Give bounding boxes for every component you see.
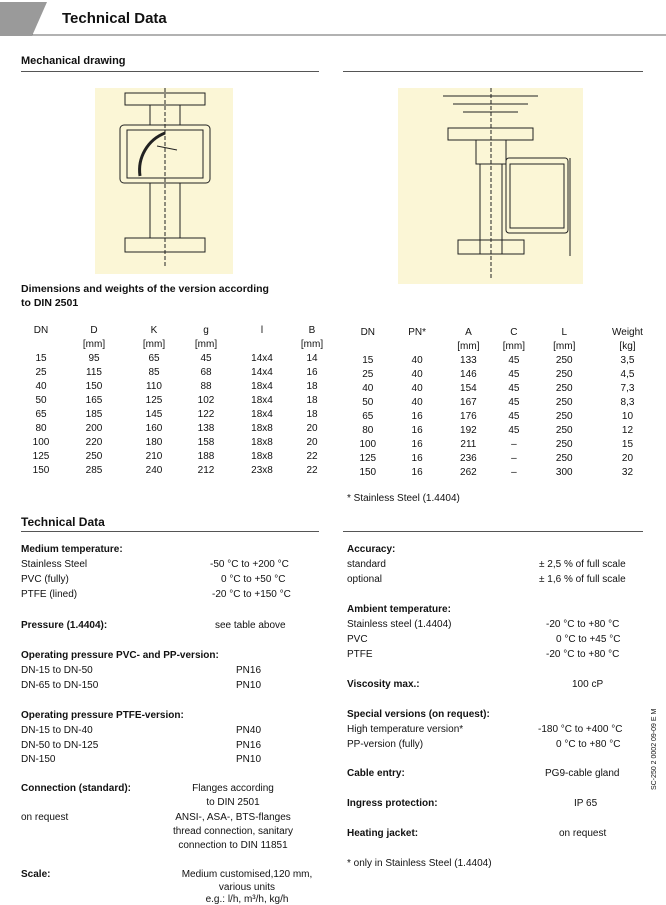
connection-request-value: thread connection, sanitary	[172, 826, 294, 837]
cell: 18	[306, 380, 318, 392]
cell: –	[511, 452, 517, 464]
cell: 40	[362, 382, 374, 394]
spec-value: ± 2,5 % of full scale	[539, 559, 626, 570]
cell: 16	[411, 438, 423, 450]
cell: 40	[411, 368, 423, 380]
col-header: D	[90, 324, 98, 336]
cable-value: PG9-cable gland	[545, 768, 620, 779]
connection-value: to DIN 2501	[206, 797, 260, 808]
ambient-label: Ambient temperature:	[347, 604, 451, 615]
cell: 25	[35, 366, 47, 378]
cell: 16	[411, 466, 423, 478]
spec-key: PVC (fully)	[21, 574, 69, 585]
cell: 16	[306, 366, 318, 378]
cell: 262	[460, 466, 477, 478]
cell: –	[511, 466, 517, 478]
col-header: C	[510, 326, 518, 338]
cable-label: Cable entry:	[347, 768, 405, 779]
cell: 188	[197, 450, 215, 462]
ingress-label: Ingress protection:	[347, 798, 438, 809]
cell: 210	[145, 450, 163, 462]
op-pvc-label: Operating pressure PVC- and PP-version:	[21, 650, 219, 661]
unit: [mm]	[300, 338, 324, 350]
col-header: g	[203, 324, 209, 336]
spec-key: DN-65 to DN-150	[21, 680, 99, 691]
cell: 3,5	[620, 354, 635, 366]
cell: 32	[621, 466, 634, 478]
cell: 45	[508, 424, 520, 436]
cell: 16	[411, 424, 423, 436]
pressure-label: Pressure (1.4404):	[21, 620, 108, 631]
viscosity-value: 100 cP	[572, 679, 604, 690]
spec-value: -20 °C to +150 °C	[212, 589, 291, 600]
cell: 160	[145, 422, 163, 434]
cell: 102	[197, 394, 215, 406]
cell: 20	[306, 436, 318, 448]
front-view-drawing	[95, 88, 233, 274]
cell: 236	[460, 452, 477, 464]
cell: 200	[85, 422, 103, 434]
cell: 15	[621, 438, 634, 450]
cell: 167	[460, 396, 477, 408]
cell: 45	[200, 352, 212, 364]
col-header: B	[308, 324, 316, 336]
cell: 211	[460, 438, 477, 450]
cell: 14x4	[251, 352, 273, 364]
cell: 250	[555, 354, 573, 366]
spec-key: standard	[347, 559, 386, 570]
spec-value: -20 °C to +80 °C	[546, 619, 620, 630]
cell: 20	[621, 452, 634, 464]
cell: 45	[508, 368, 520, 380]
cell: 16	[411, 452, 423, 464]
connection-request-value: ANSI-, ASA-, BTS-flanges	[175, 812, 291, 823]
cell: 100	[32, 436, 50, 448]
cell: 250	[555, 410, 573, 422]
divider	[21, 71, 319, 72]
spec-key: Stainless steel (1.4404)	[347, 619, 452, 630]
spec-key: PVC	[347, 634, 368, 645]
cell: 45	[508, 354, 520, 366]
cell: 250	[555, 368, 573, 380]
scale-label: Scale:	[21, 869, 51, 880]
cell: 18x4	[251, 408, 273, 420]
spec-value: PN10	[236, 754, 262, 765]
cell: 15	[35, 352, 47, 364]
cell: 18x8	[251, 450, 273, 462]
scale-value: e.g.: l/h, m³/h, kg/h	[205, 894, 289, 905]
viscosity-label: Viscosity max.:	[347, 679, 420, 690]
divider	[21, 531, 319, 532]
heating-value: on request	[559, 828, 607, 839]
unit	[232, 337, 292, 351]
unit: [mm]	[142, 338, 166, 350]
cell: 18x4	[251, 394, 273, 406]
cell: 138	[197, 422, 215, 434]
spec-key: Stainless Steel	[21, 559, 88, 570]
cell: 115	[86, 366, 102, 378]
spec-value: PN10	[236, 680, 262, 691]
cell: –	[511, 438, 517, 450]
cell: 250	[555, 382, 573, 394]
col-header: DN	[360, 326, 376, 338]
cell: 220	[85, 436, 103, 448]
cell: 185	[85, 408, 103, 420]
cell: 80	[35, 422, 47, 434]
cell: 176	[460, 410, 477, 422]
side-view-drawing	[398, 88, 583, 284]
spec-key: High temperature version*	[347, 724, 464, 735]
connection-value: Flanges according	[192, 783, 274, 794]
spec-value: 0 °C to +80 °C	[556, 739, 621, 750]
cell: 125	[32, 450, 50, 462]
cell: 192	[460, 424, 477, 436]
cell: 20	[306, 422, 318, 434]
special-label: Special versions (on request):	[347, 709, 490, 720]
spec-value: ± 1,6 % of full scale	[539, 574, 626, 585]
cell: 125	[145, 394, 163, 406]
page-title: Technical Data	[62, 10, 167, 27]
unit: [mm]	[194, 338, 218, 350]
cell: 150	[32, 464, 50, 476]
cell: 65	[148, 352, 160, 364]
scale-value: various units	[218, 882, 276, 893]
cell: 7,3	[620, 382, 635, 394]
cell: 154	[460, 382, 477, 394]
cell: 10	[621, 410, 634, 422]
unit: [mm]	[502, 340, 525, 352]
cell: 250	[555, 452, 573, 464]
cell: 110	[146, 380, 162, 392]
cell: 18x4	[251, 380, 273, 392]
dimensions-table-right	[350, 325, 666, 479]
col-header: L	[561, 326, 568, 338]
cell: 65	[35, 408, 47, 420]
cell: 12	[621, 424, 634, 436]
cell: 50	[35, 394, 47, 406]
scale-value: Medium customised,120 mm,	[181, 869, 313, 880]
spec-value: 0 °C to +45 °C	[556, 634, 621, 645]
connection-request-value: connection to DIN 11851	[178, 840, 288, 851]
cell: 23x8	[251, 464, 273, 476]
spec-value: -20 °C to +80 °C	[546, 649, 620, 660]
spec-key: PP-version (fully)	[347, 739, 424, 750]
cell: 16	[411, 410, 423, 422]
spec-value: -50 °C to +200 °C	[210, 559, 289, 570]
cell: 250	[85, 450, 103, 462]
unit	[350, 339, 386, 353]
cell: 45	[508, 382, 520, 394]
cell: 22	[306, 450, 318, 462]
cell: 45	[508, 410, 520, 422]
cell: 88	[200, 380, 212, 392]
spec-key: DN-50 to DN-125	[21, 740, 99, 751]
cell: 8,3	[620, 396, 635, 408]
techdata-title: Technical Data	[21, 515, 105, 529]
cell: 95	[88, 352, 100, 364]
col-header: K	[150, 324, 158, 336]
cell: 80	[362, 424, 374, 436]
cell: 240	[145, 464, 163, 476]
cell: 40	[35, 380, 47, 392]
cell: 165	[85, 394, 103, 406]
cell: 146	[460, 368, 477, 380]
cell: 250	[555, 438, 573, 450]
cell: 122	[197, 408, 215, 420]
ingress-value: IP 65	[574, 798, 598, 809]
cell: 14	[306, 352, 318, 364]
cell: 40	[411, 354, 423, 366]
cell: 180	[145, 436, 163, 448]
spec-key: PTFE (lined)	[21, 589, 78, 600]
side-code: SC-250 2 0002 09-09 E M	[651, 708, 658, 790]
spec-key: DN-150	[21, 754, 56, 765]
spec-value: -180 °C to +400 °C	[538, 724, 623, 735]
cell: 133	[460, 354, 477, 366]
dimensions-title-line2: to DIN 2501	[21, 297, 79, 309]
cell: 15	[362, 354, 374, 366]
cell: 18x8	[251, 436, 273, 448]
cell: 300	[555, 466, 573, 478]
cell: 68	[200, 366, 212, 378]
col-header: l	[260, 324, 264, 336]
cell: 40	[411, 396, 423, 408]
cell: 125	[359, 452, 377, 464]
unit	[386, 339, 449, 353]
pressure-value: see table above	[215, 620, 286, 631]
cell: 18	[306, 394, 318, 406]
cell: 40	[411, 382, 423, 394]
spec-key: DN-15 to DN-50	[21, 665, 93, 676]
unit	[22, 337, 60, 351]
cell: 18	[306, 408, 318, 420]
unit: [kg]	[619, 340, 636, 352]
spec-value: PN40	[236, 725, 262, 736]
col-header: A	[465, 326, 472, 338]
op-ptfe-label: Operating pressure PTFE-version:	[21, 710, 184, 721]
cell: 212	[197, 464, 215, 476]
cell: 100	[359, 438, 377, 450]
spec-value: PN16	[236, 665, 262, 676]
spec-key: DN-15 to DN-40	[21, 725, 93, 736]
cell: 250	[555, 396, 573, 408]
divider	[343, 531, 643, 532]
cell: 22	[306, 464, 318, 476]
cell: 50	[362, 396, 374, 408]
cell: 158	[197, 436, 215, 448]
cell: 145	[145, 408, 163, 420]
cell: 18x8	[251, 422, 273, 434]
unit: [mm]	[553, 340, 576, 352]
spec-value: 0 °C to +50 °C	[221, 574, 286, 585]
connection-on-request: on request	[21, 812, 69, 823]
col-header: DN	[33, 324, 49, 336]
cell: 285	[85, 464, 103, 476]
col-header: PN*	[408, 326, 426, 338]
dimensions-table-left	[22, 323, 332, 477]
mechanical-drawing-title: Mechanical drawing	[21, 55, 126, 67]
medium-temperature-label: Medium temperature:	[21, 544, 123, 555]
spec-value: PN16	[236, 740, 262, 751]
col-header: Weight	[612, 326, 643, 338]
cell: 65	[362, 410, 374, 422]
cell: 4,5	[620, 368, 635, 380]
cell: 150	[85, 380, 103, 392]
techdata-footnote: * only in Stainless Steel (1.4404)	[347, 858, 492, 869]
connection-label: Connection (standard):	[21, 783, 131, 794]
table-footnote: * Stainless Steel (1.4404)	[347, 493, 460, 504]
cell: 45	[508, 396, 520, 408]
spec-key: PTFE	[347, 649, 373, 660]
dimensions-title-line1: Dimensions and weights of the version according	[21, 283, 269, 295]
cell: 14x4	[251, 366, 273, 378]
cell: 150	[359, 466, 377, 478]
unit: [mm]	[457, 340, 480, 352]
cell: 25	[362, 368, 374, 380]
cell: 250	[555, 424, 573, 436]
spec-key: optional	[347, 574, 383, 585]
divider	[343, 71, 643, 72]
cell: 85	[148, 366, 160, 378]
unit: [mm]	[82, 338, 106, 350]
heating-label: Heating jacket:	[347, 828, 419, 839]
accuracy-label: Accuracy:	[347, 544, 396, 555]
